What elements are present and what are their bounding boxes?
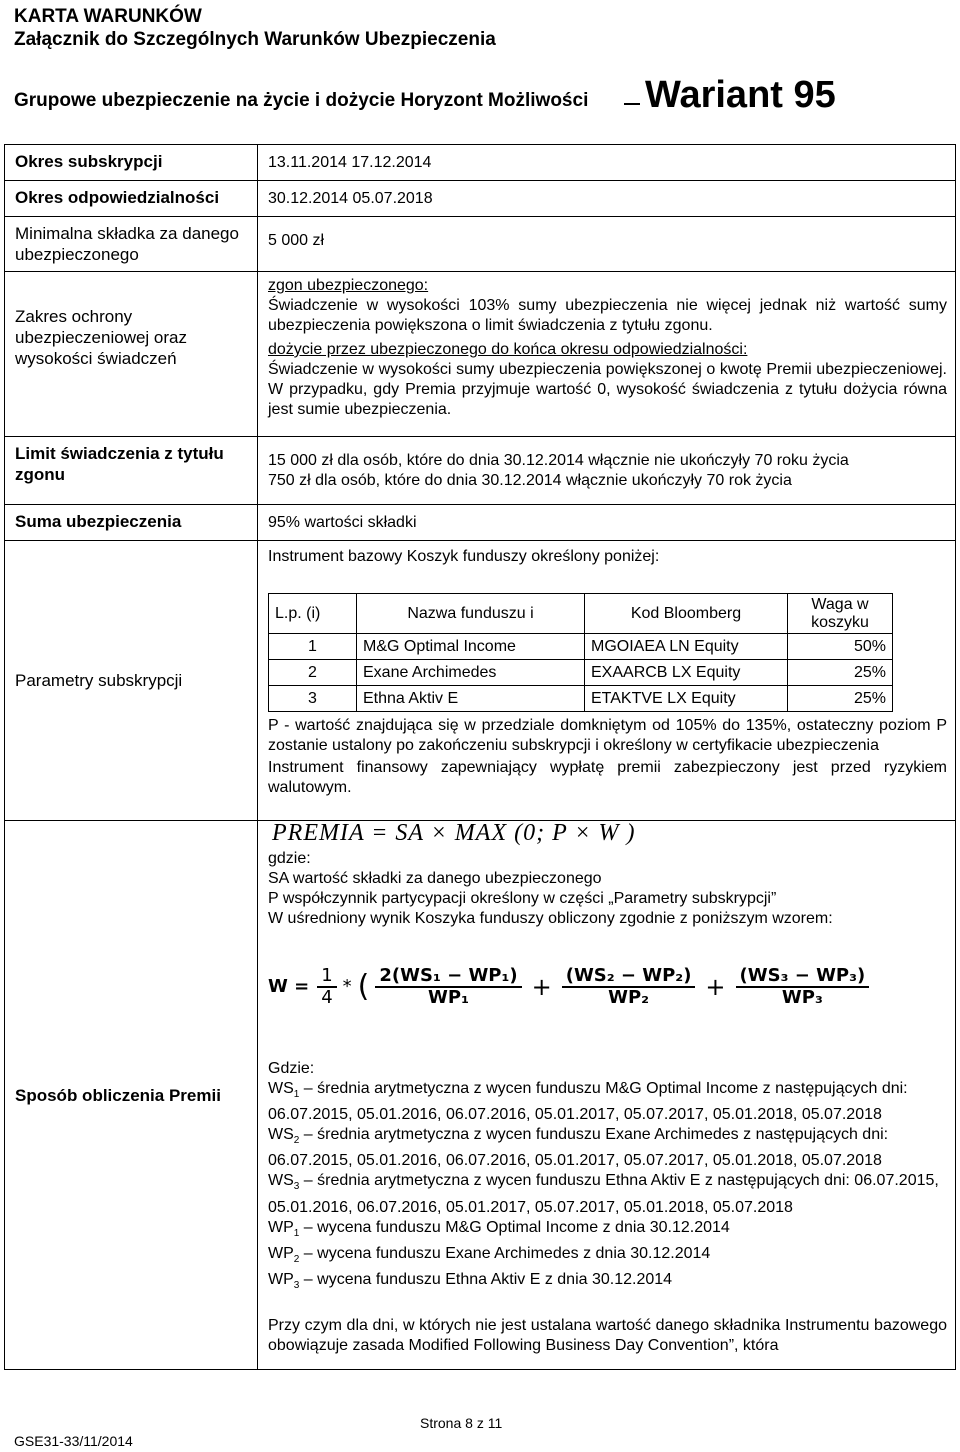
funds-header-code: Kod Bloomberg <box>585 594 788 634</box>
funds-header-weight: Waga w koszyku <box>788 594 893 634</box>
ws-symbol: WS <box>268 1080 294 1097</box>
term3-num: (WS₃ − WP₃) <box>736 966 870 988</box>
fund-name: Exane Archimedes <box>357 660 585 686</box>
wp-symbol: WP <box>268 1218 294 1236</box>
fund-weight: 25% <box>788 686 893 712</box>
row-label-subscription-params: Parametry subskrypcji <box>15 671 183 690</box>
document-code: GSE31-33/11/2014 <box>14 1433 133 1449</box>
funds-header-lp: L.p. (i) <box>269 594 357 634</box>
closing-text: Przy czym dla dni, w których nie jest ustalana wartość danego składnika Instrumentu bazowego obowiązuje zasada Modified Following Business Day Convention”, która <box>268 1317 947 1355</box>
where-label: gdzie: <box>268 850 311 867</box>
row-label-premium-calc: Sposób obliczenia Premii <box>15 1085 221 1105</box>
frac-quarter <box>317 966 336 1008</box>
row-label-subscription: Okres subskrypcji <box>15 152 163 171</box>
row-label-death-limit: Limit świadczenia z tytułu zgonu <box>15 444 224 484</box>
endowment-heading: dożycie przez ubezpieczonego do końca okresu odpowiedzialności: <box>268 341 748 358</box>
fund-name: Ethna Aktiv E <box>357 686 585 712</box>
wp2-definition: $WP_2$ – wycena funduszu Exane Archimedes z dnia 30.12.2014 <box>268 1244 711 1265</box>
endowment-text: Świadczenie w wysokości sumy ubezpieczenia powiększonej o kwotę Premii ubezpieczeniowej. W przypadku, gdy Premia przyjmuje wartość 0, wysokość świadczenia z tytułu dożycia równa jest sumie ubezpieczenia. <box>268 361 947 418</box>
fund-lp: 3 <box>269 686 357 712</box>
row-label-liability: Okres odpowiedzialności <box>15 188 220 207</box>
ws1-definition: $WS_1$ – średnia arytmetyczna z wycen funduszu M&G Optimal Income z następujących dni: 06.07.2015, 05.01.2016, 06.07.2016, 05.01.2017, 05.07.2017, 05.01.2018, 05.07.2018 <box>268 1080 908 1124</box>
wp1-text: wycena funduszu M&G Optimal Income z dnia 30.12.2014 <box>317 1218 730 1236</box>
frac-term3 <box>736 966 870 1008</box>
death-text: Świadczenie w wysokości 103% sumy ubezpieczenia nie więcej jednak niż wartość sumy ubezpieczenia powiększona o limit świadczenia z tytułu zgonu. <box>268 297 947 334</box>
funds-header-name: Nazwa funduszu i <box>357 594 585 634</box>
ws-symbol: WS <box>268 1126 294 1144</box>
document-title: KARTA WARUNKÓW <box>14 6 202 27</box>
death-heading: zgon ubezpieczonego: <box>268 277 429 294</box>
fund-code: ETAKTVE LX Equity <box>585 686 788 712</box>
term1-num: 2(WS₁ − WP₁) <box>375 966 521 988</box>
term1-den: WP₁ <box>428 987 469 1008</box>
w-definition: W uśredniony wynik Koszyka funduszy obliczony zgodnie z poniższym wzorem: <box>268 910 833 927</box>
w-formula-star: * <box>342 976 352 997</box>
ws3-definition: $WS_3$ – średnia arytmetyczna z wycen funduszu Ethna Aktiv E z następujących dni: 06.07.2015, 05.01.2016, 06.07.2016, 05.01.2017, 05.07.2017, 05.01.2018, 05.07.2018 <box>268 1172 939 1216</box>
w-formula-lhs: W = <box>268 976 310 997</box>
ws2-definition: $WS_2$ – średnia arytmetyczna z wycen funduszu Exane Archimedes z następujących dni: 06.07.2015, 05.01.2016, 06.07.2016, 05.01.2017, 05.07.2017, 05.01.2018, 05.07.2018 <box>268 1126 889 1170</box>
wp3-definition: $WP_3$ – wycena funduszu Ethna Aktiv E z dnia 30.12.2014 <box>268 1270 673 1292</box>
ws-symbol: WS <box>268 1172 294 1190</box>
fund-lp: 1 <box>269 634 357 660</box>
row-label-sum-insured: Suma ubezpieczenia <box>15 512 182 531</box>
funds-table <box>268 593 893 712</box>
death-limit-line1: 15 000 zł dla osób, które do dnia 30.12.2014 włącznie nie ukończyły 70 roku życia <box>268 452 849 469</box>
wp1-definition: $WP_1$ – wycena funduszu M&G Optimal Income z dnia 30.12.2014 <box>268 1218 730 1239</box>
ws3-text: średnia arytmetyczna z wycen funduszu Ethna Aktiv E z następujących dni: 06.07.2015, 05.01.2016, 06.07.2016, 05.01.2017, 05.07.2017, 05.01.2018, 05.07.2018 <box>268 1172 939 1216</box>
fund-name: M&G Optimal Income <box>357 634 585 660</box>
wp2-text: wycena funduszu Exane Archimedes z dnia 30.12.2014 <box>317 1244 711 1262</box>
p-definition: P - wartość znajdująca się w przedziale domkniętym od 105% do 135%, ostateczny poziom P zostanie ustalony po zakończeniu subskrypcji i określony w certyfikacie ubezpieczenia <box>268 717 947 754</box>
min-premium-value: 5 000 zł <box>268 232 325 249</box>
product-name: Grupowe ubezpieczenie na życie i dożycie Horyzont Możliwości <box>14 90 589 111</box>
death-limit-line2: 750 zł dla osób, które do dnia 30.12.2014 włącznie ukończyły 70 rok życia <box>268 472 792 489</box>
instrument-text: Instrument bazowy Koszyk funduszy określony poniżej: <box>268 548 660 565</box>
where-label-2: Gdzie: <box>268 1060 315 1077</box>
fund-weight: 50% <box>788 634 893 660</box>
term2-den: WP₂ <box>608 987 650 1008</box>
plus-sign: + <box>531 973 552 1001</box>
terms-table <box>4 144 956 1370</box>
frac-quarter-num: 1 <box>317 966 336 988</box>
fund-lp: 2 <box>269 660 357 686</box>
row-label-coverage: Zakres ochrony ubezpieczeniowej oraz wysokości świadczeń <box>15 306 187 368</box>
premium-formula: PREMIA = SA × MAX (0; P × W ) <box>272 820 636 846</box>
page-number: Strona 8 z 11 <box>420 1415 503 1431</box>
p-participation-definition: P współczynnik partycypacji określony w części „Parametry subskrypcji” <box>268 890 777 907</box>
document-subtitle: Załącznik do Szczególnych Warunków Ubezpieczenia <box>14 29 496 50</box>
term2-num: (WS₂ − WP₂) <box>562 966 696 988</box>
ws1-text: średnia arytmetyczna z wycen funduszu M&G Optimal Income z następujących dni: 06.07.2015, 05.01.2016, 06.07.2016, 05.01.2017, 05.07.2017, 05.01.2018, 05.07.2018 <box>268 1080 908 1124</box>
title-dash <box>624 103 640 105</box>
liability-period: 30.12.2014 05.07.2018 <box>268 190 433 207</box>
currency-protection: Instrument finansowy zapewniający wypłatę premii zabezpieczony jest przed ryzykiem walutowym. <box>268 759 947 796</box>
wp-symbol: WP <box>268 1244 294 1262</box>
frac-term2 <box>562 966 696 1008</box>
fund-code: EXAARCB LX Equity <box>585 660 788 686</box>
wp-symbol: WP <box>268 1270 294 1288</box>
frac-quarter-den: 4 <box>321 987 333 1008</box>
ws2-text: średnia arytmetyczna z wycen funduszu Exane Archimedes z następujących dni: 06.07.2015, 05.01.2016, 06.07.2016, 05.01.2017, 05.07.2017, 05.01.2018, 05.07.2018 <box>268 1126 889 1170</box>
variant-label: Wariant 95 <box>645 74 836 116</box>
term3-den: WP₃ <box>781 987 823 1008</box>
w-formula <box>268 955 947 1019</box>
subscription-period: 13.11.2014 17.12.2014 <box>268 154 432 171</box>
plus-sign: + <box>705 973 726 1001</box>
fund-weight: 25% <box>788 660 893 686</box>
row-label-min-premium: Minimalna składka za danego ubezpieczonego <box>15 224 239 264</box>
sa-definition: SA wartość składki za danego ubezpieczonego <box>268 870 602 887</box>
fund-code: MGOIAEA LN Equity <box>585 634 788 660</box>
frac-term1 <box>375 966 521 1008</box>
open-bracket: ( <box>357 969 370 1004</box>
sum-insured-value: 95% wartości składki <box>268 514 417 531</box>
wp3-text: wycena funduszu Ethna Aktiv E z dnia 30.12.2014 <box>317 1270 673 1288</box>
